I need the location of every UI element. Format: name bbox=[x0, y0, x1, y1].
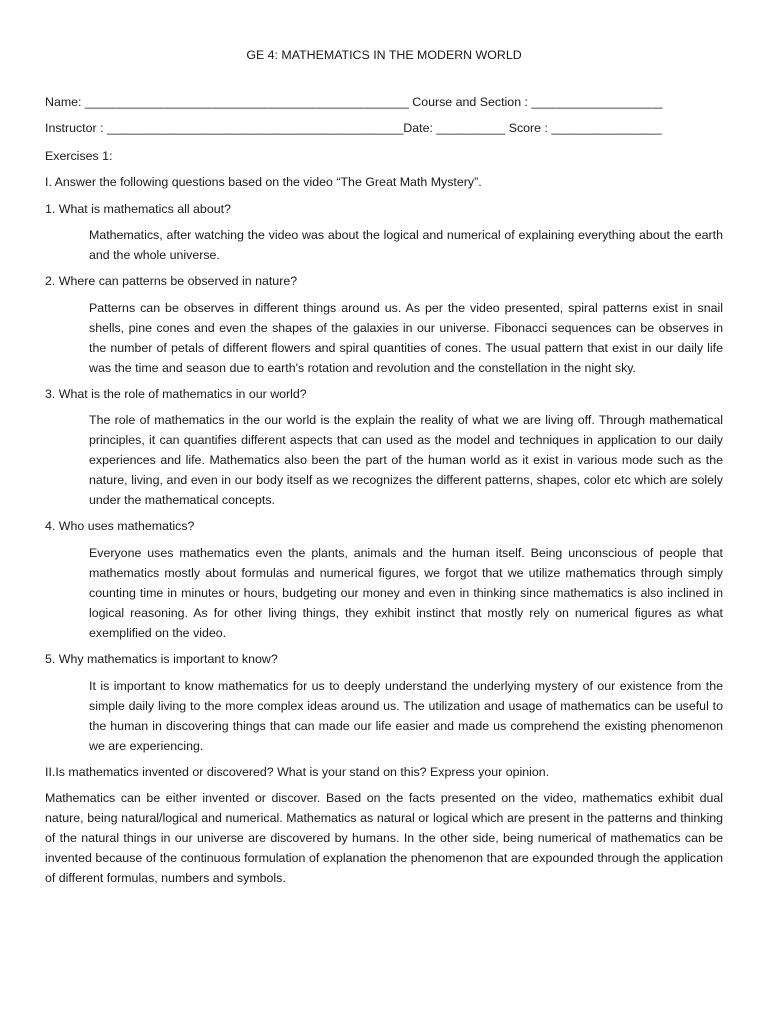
question-1: 1. What is mathematics all about? bbox=[45, 202, 231, 216]
answer-3-text: The role of mathematics in the our world is the explain the reality of what we are living off. Through mathematical principles, it can quantifies different aspects that can used as the model and techniques in application to our daily experiences and life. Mathematics also been the part of the human world as it exist in various mode such as the nature, living, and even in our body itself as we recognizes the different patterns, shapes, color etc which are solely under the mathematical concepts. bbox=[89, 413, 723, 507]
part2-answer-text: Mathematics can be either invented or discover. Based on the facts presented on the video, mathematics exhibit dual nature, being natural/logical and numerical. Mathematics as natural or logical which are present in the patterns and thinking of the natural things in our universe are discovered by humans. In the other side, being numerical of mathematics can be invented because of the continuous formulation of explanation the phenomenon that are expounded through the application of different formulas, numbers and symbols. bbox=[45, 791, 723, 885]
exercise-label: Exercises 1: bbox=[45, 149, 113, 163]
question-4: 4. Who uses mathematics? bbox=[45, 519, 195, 533]
part2-question: II.Is mathematics invented or discovered? What is your stand on this? Express your opinion. bbox=[45, 765, 550, 779]
answer-5-text: It is important to know mathematics for us to deeply understand the underlying mystery of our existence from the simple daily living to the more complex ideas around us. The utilization and usage of mathematics can be useful to the human in discovering things that can made our life easier and made us comprehend the existing phenomenon we are experiencing. bbox=[89, 679, 723, 753]
name-course-line: Name: _______________________________________________ Course and Section : ___________________ bbox=[45, 95, 663, 109]
instructor-date-score-line: Instructor : ___________________________________________Date: __________ Score : ________________ bbox=[45, 121, 662, 135]
answer-2 bbox=[45, 298, 723, 378]
document-title: GE 4: MATHEMATICS IN THE MODERN WORLD bbox=[246, 48, 522, 62]
part2-answer bbox=[45, 788, 723, 888]
answer-1 bbox=[45, 225, 723, 265]
answer-4 bbox=[45, 543, 723, 643]
answer-5 bbox=[45, 676, 723, 756]
question-2: 2. Where can patterns be observed in nature? bbox=[45, 274, 298, 288]
answer-1-text: Mathematics, after watching the video was about the logical and numerical of explaining everything about the earth and the whole universe. bbox=[89, 228, 723, 262]
answer-4-text: Everyone uses mathematics even the plants, animals and the human itself. Being unconscious of people that mathematics mostly about formulas and numerical figures, we forgot that we utilize mathematics through simply counting time in minutes or hours, budgeting our money and even in thinking since mathematics is also inclined in logical reasoning. As for other living things, they exhibit instinct that mostly rely on numerical figures as what exemplified on the video. bbox=[89, 546, 723, 640]
question-5: 5. Why mathematics is important to know? bbox=[45, 652, 278, 666]
question-3: 3. What is the role of mathematics in our world? bbox=[45, 387, 307, 401]
answer-3 bbox=[45, 410, 723, 510]
answer-2-text: Patterns can be observes in different things around us. As per the video presented, spiral patterns exist in snail shells, pine cones and even the shapes of the galaxies in our universe. Fibonacci sequences can be observes in the number of petals of different flowers and spiral quantities of cones. The usual pattern that exist in our daily life was the time and season due to earth's rotation and revolution and the constellation in the night sky. bbox=[89, 301, 723, 375]
part1-instruction: I. Answer the following questions based on the video “The Great Math Mystery”. bbox=[45, 175, 482, 189]
